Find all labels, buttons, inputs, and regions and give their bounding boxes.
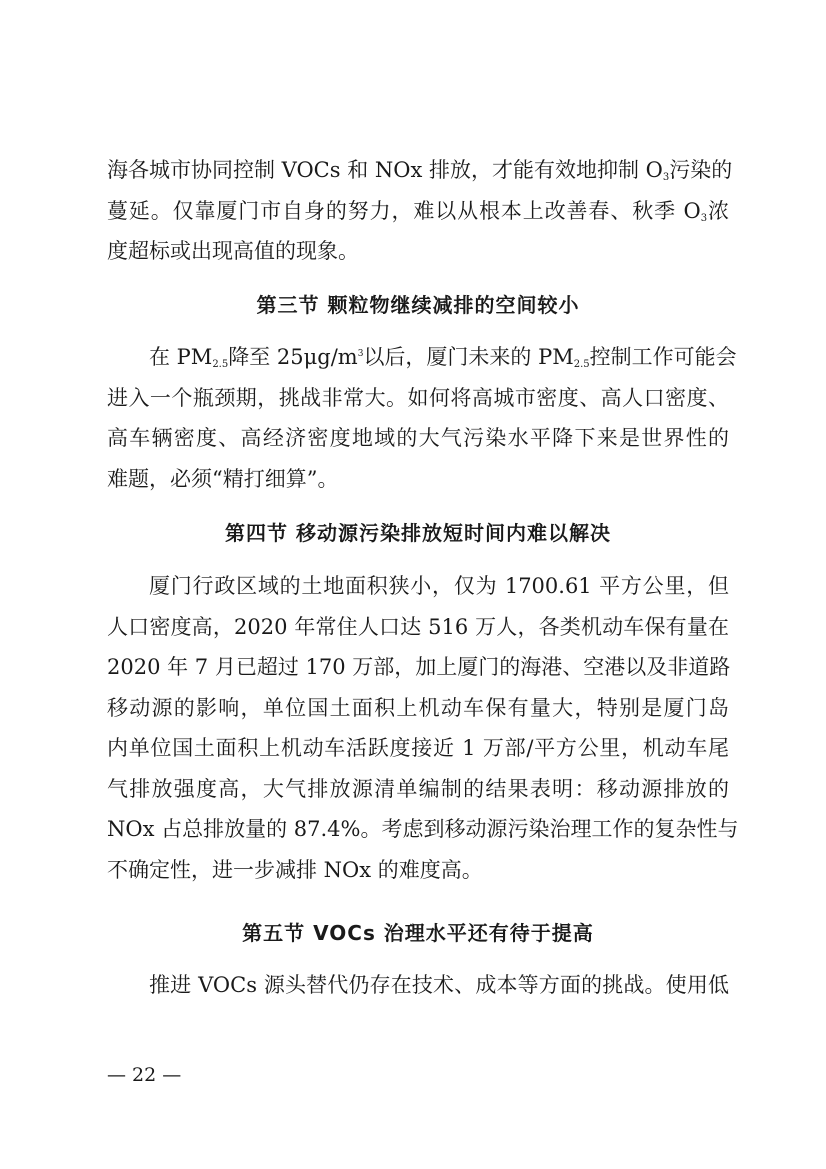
section-heading-3: 第三节 颗粒物继续减排的空间较小: [256, 293, 580, 317]
text-line: 难题，必须“精打细算”。: [107, 466, 339, 491]
paragraph-particulate: [107, 337, 737, 499]
text-line: 不确定性，进一步减排 NOx 的难度高。: [107, 857, 483, 882]
paragraph-ozone-continuation: [107, 150, 733, 272]
text-line: 在 $PM_{2.5}$降至 $25\mu g/m^3$以后，厦门未来的 $PM_{2.5}$控制工作可能会: [149, 345, 737, 370]
text-line: 2020 年 7 月已超过 170 万部，加上厦门的海港、空港以及非道路: [107, 655, 731, 679]
text-line: 进入一个瓶颈期，挑战非常大。如何将高城市密度、高人口密度、: [107, 385, 729, 410]
section-heading-5: 第五节 VOCs 治理水平还有待于提高: [242, 921, 594, 945]
page-number: — 22 —: [107, 1064, 182, 1086]
text-line: 厦门行政区域的土地面积狭小，仅为 1700.61 平方公里，但: [149, 574, 729, 598]
text-line: 度超标或出现高值的现象。: [107, 239, 359, 263]
text-line: 蔓延。仅靠厦门市自身的努力，难以从根本上改善春、秋季 $O_3$浓: [107, 198, 730, 224]
text-line: 气排放强度高，大气排放源清单编制的结果表明：移动源排放的: [107, 776, 729, 801]
paragraph-mobile-sources: [107, 566, 739, 890]
text-line: 人口密度高，2020 年常住人口达 516 万人，各类机动车保有量在: [107, 614, 729, 639]
text-line: 内单位国土面积上机动车活跃度接近 1 万部/平方公里，机动车尾: [107, 736, 729, 760]
text-line: 推进 VOCs 源头替代仍存在技术、成本等方面的挑战。使用低: [149, 973, 729, 997]
section-heading-4: 第四节 移动源污染排放短时间内难以解决: [225, 521, 611, 545]
text-line: NOx 占总排放量的 87.4%。考虑到移动源污染治理工作的复杂性与: [107, 817, 739, 841]
paragraph-vocs: [107, 965, 729, 1006]
text-line: 高车辆密度、高经济密度地域的大气污染水平降下来是世界性的: [107, 426, 729, 450]
text-line: 海各城市协同控制 VOCs 和 NOx 排放，才能有效地抑制 $O_3$污染的: [107, 158, 733, 183]
text-line: 移动源的影响，单位国土面积上机动车保有量大，特别是厦门岛: [107, 695, 729, 720]
